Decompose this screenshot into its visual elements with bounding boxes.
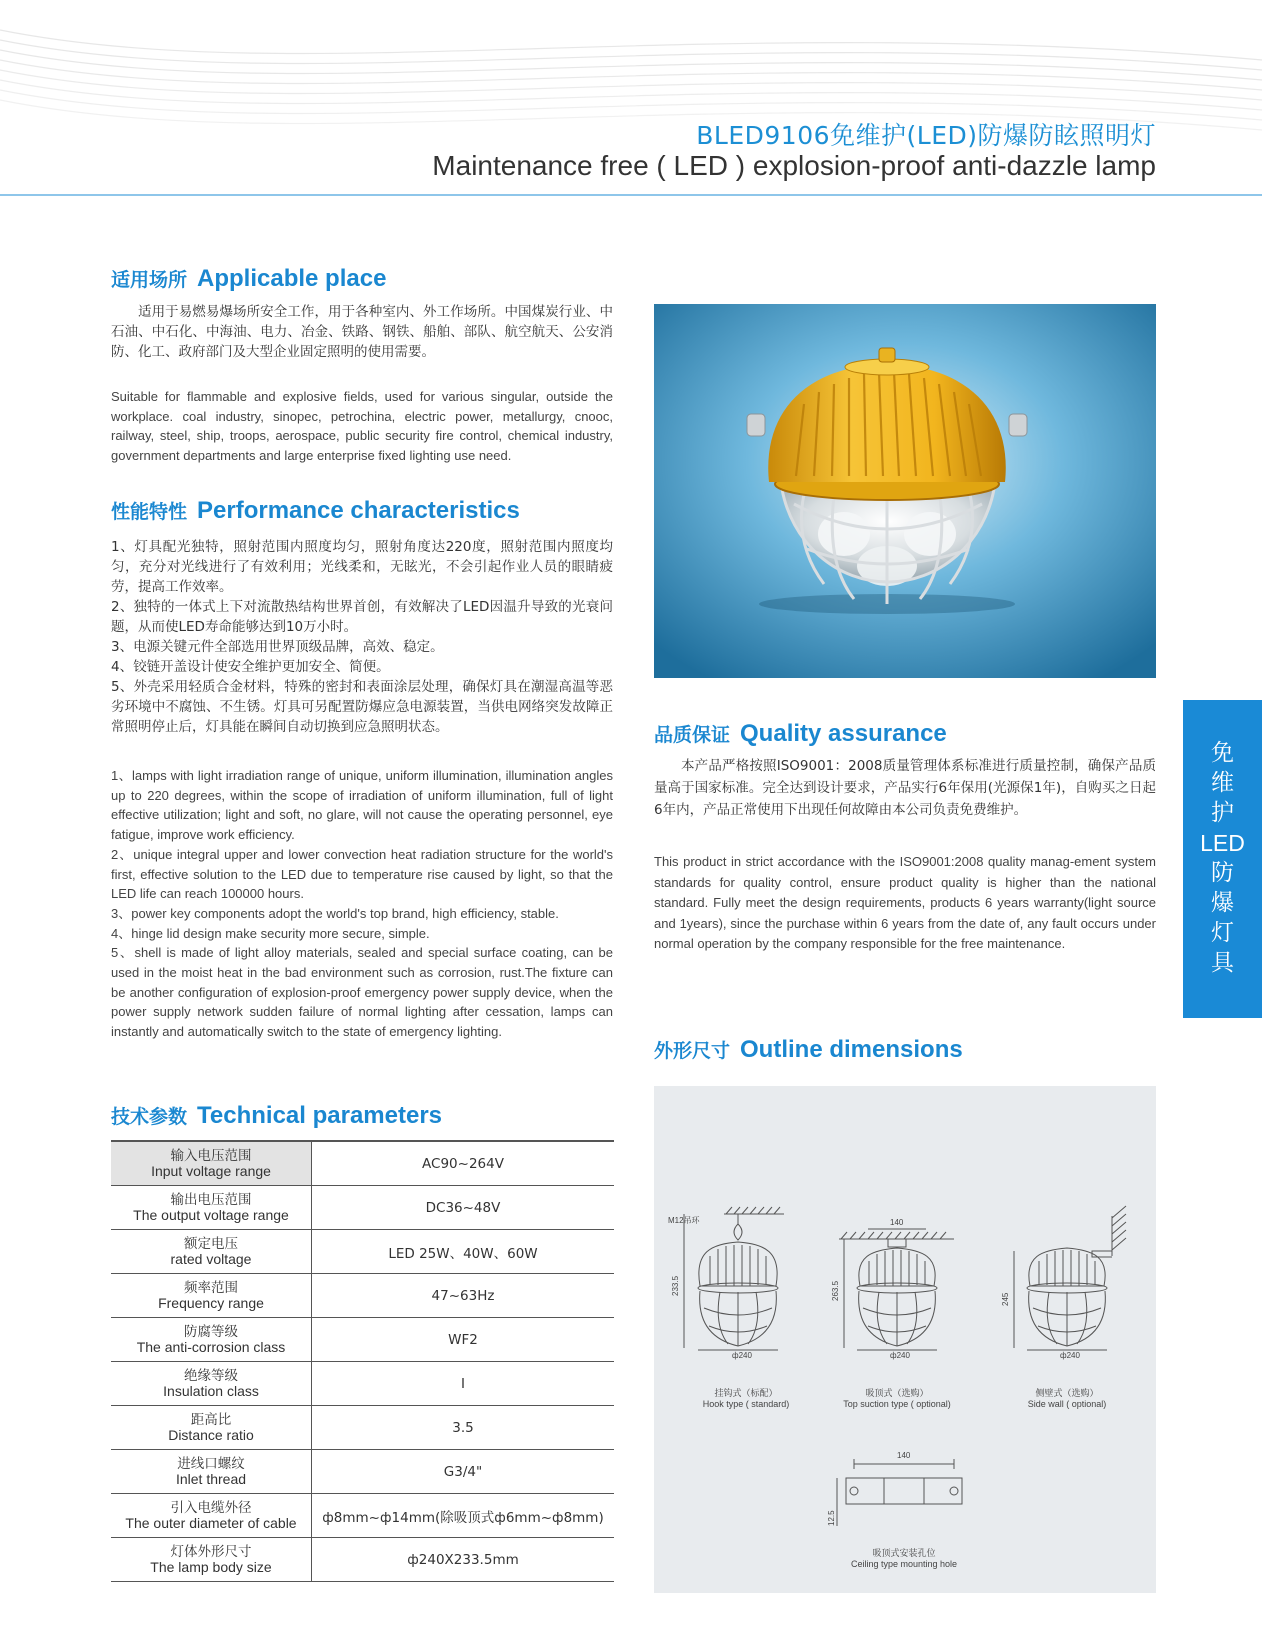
top-suction-drawing [839, 1229, 954, 1350]
spec-name-cn: 输出电压范围 [170, 1191, 252, 1208]
spec-name-cell [111, 1450, 312, 1494]
side-category-tab [1183, 700, 1262, 1018]
spec-row [111, 1494, 614, 1538]
spec-name-cell [111, 1494, 312, 1538]
dim-diameter-hook: ф240 [732, 1351, 752, 1360]
performance-item-cn: 1、灯具配光独特，照射范围内照度均匀，照射角度达220度，照射范围内照度均匀，充分对光线进行了有效利用；光线柔和，无眩光，不会引起作业人员的眼睛疲劳，提高工作效率。 [111, 539, 613, 595]
spec-name-cell [111, 1362, 312, 1406]
spec-row [111, 1406, 614, 1450]
spec-row [111, 1230, 614, 1274]
dim-diameter-top: ф240 [890, 1351, 910, 1360]
hook-type-caption [676, 1388, 816, 1410]
mounting-hole-caption-en: Ceiling type mounting hole [850, 1559, 958, 1569]
side-tab-char: 维 [1211, 770, 1234, 796]
spec-name-cell [111, 1141, 312, 1186]
applicable-text-cn: 适用于易燃易爆场所安全工作，用于各种室内、外工作场所。中国煤炭行业、中石油、中石化、中海油、电力、冶金、铁路、钢铁、船舶、部队、航空航天、公安消防、化工、政府部门及大型企业固定照明的使用需要。 [111, 304, 613, 360]
top-suction-caption [827, 1388, 967, 1410]
dim-height-hook: 233.5 [671, 1275, 680, 1296]
technical-heading [111, 1102, 613, 1130]
spec-value: AC90~264V [312, 1141, 615, 1186]
side-wall-drawing [1014, 1206, 1126, 1350]
page-title-en: Maintenance free ( LED ) explosion-proof anti-dazzle lamp [432, 150, 1156, 181]
outline-dimensions-panel [654, 1086, 1156, 1593]
outline-heading [654, 1036, 1156, 1064]
spec-name-cn: 引入电缆外径 [170, 1499, 252, 1516]
spec-row [111, 1538, 614, 1582]
mounting-hole-caption-cn: 吸顶式安装孔位 [872, 1548, 936, 1558]
performance-heading-cn: 性能特性 [111, 501, 188, 523]
dim-top-width: 140 [890, 1218, 904, 1227]
spec-name-en: Frequency range [158, 1294, 264, 1311]
mounting-hole-drawing [837, 1459, 962, 1526]
header-divider [0, 194, 1262, 196]
technical-heading-en: Technical parameters [197, 1102, 443, 1129]
spec-name-cell [111, 1318, 312, 1362]
side-tab-char: 免 [1211, 740, 1234, 766]
spec-name-en: The outer diameter of cable [125, 1514, 297, 1531]
spec-row [111, 1450, 614, 1494]
spec-name-cell [111, 1186, 312, 1230]
performance-item-en: 2、unique integral upper and lower convection heat radiation structure for the world's first, effective solution to the LED due to temperature rise caused by light, so that the LED life can reach 100000 hours. [111, 846, 613, 902]
spec-row [111, 1318, 614, 1362]
dim-height-wall: 245 [1001, 1292, 1010, 1306]
spec-row [111, 1186, 614, 1230]
side-tab-char: LED [1200, 830, 1245, 856]
spec-row [111, 1141, 614, 1186]
spec-value: 47~63Hz [312, 1274, 615, 1318]
dim-height-top: 263.5 [831, 1280, 840, 1301]
spec-name-en: Distance ratio [168, 1426, 254, 1443]
side-tab-char: 护 [1211, 800, 1234, 826]
quality-heading-cn: 品质保证 [654, 724, 731, 746]
applicable-heading [111, 265, 613, 293]
top-suction-caption-cn: 吸顶式（选购） [865, 1388, 929, 1398]
side-tab-char: 爆 [1211, 890, 1234, 916]
spec-name-cn: 绝缘等级 [184, 1367, 238, 1384]
side-wall-caption-cn: 侧壁式（选购） [1035, 1388, 1099, 1398]
performance-item-en: 1、lamps with light irradiation range of unique, uniform illumination, illumination angles up to 220 degrees, within the scope of irradiation of uniform illumination, full of light effective utilization; light and soft, no glare, will not cause the operating personnel, eye fatigue, improve work efficiency. [111, 768, 613, 843]
performance-item-cn: 4、铰链开盖设计使安全维护更加安全、简便。 [111, 659, 390, 675]
side-tab-char: 防 [1211, 860, 1234, 886]
performance-item-en: 5、shell is made of light alloy materials, sealed and special surface coating, can be used in the moist heat in the bad environment such as corrosion, rust.The fixture can be another configuration of explosion-proof emergency power supply device, when the power supply network sudden failure of normal lighting after cessation, lamps can instantly and automatically switch to the state of emergency lighting. [111, 945, 613, 1040]
spec-value: G3/4" [312, 1450, 615, 1494]
dimension-drawings [654, 1086, 1156, 1593]
mounting-hole-caption [814, 1548, 994, 1570]
spec-value: I [312, 1362, 615, 1406]
applicable-heading-en: Applicable place [197, 265, 387, 292]
spec-name-cell [111, 1406, 312, 1450]
performance-heading [111, 497, 613, 525]
spec-value: WF2 [312, 1318, 615, 1362]
performance-list-cn [111, 537, 613, 737]
applicable-heading-cn: 适用场所 [111, 269, 188, 291]
hook-type-caption-en: Hook type ( standard) [702, 1399, 790, 1409]
applicable-text-en: Suitable for flammable and explosive fields, used for various singular, outside the workplace. coal industry, sinopec, petrochina, electric power, metallurgy, cnooc, railway, steel, ship, troops, aerospace, public security fire control, chemical industry, government departments and large enterprise fixed lighting use need. [111, 389, 613, 464]
spec-name-cn: 输入电压范围 [170, 1147, 252, 1164]
side-wall-caption [997, 1388, 1137, 1410]
spec-name-cell [111, 1274, 312, 1318]
performance-list-en [111, 766, 613, 1042]
technical-heading-cn: 技术参数 [111, 1106, 188, 1128]
spec-name-cell [111, 1538, 312, 1582]
spec-value: LED 25W、40W、60W [312, 1230, 615, 1274]
spec-name-en: Inlet thread [175, 1470, 247, 1487]
performance-item-en: 3、power key components adopt the world's top brand, high efficiency, stable. [111, 905, 559, 921]
spec-value: 3.5 [312, 1406, 615, 1450]
performance-item-cn: 3、电源关键元件全部选用世界顶级品牌，高效、稳定。 [111, 639, 444, 655]
side-wall-caption-en: Side wall ( optional) [1027, 1399, 1107, 1409]
quality-text-en: This product in strict accordance with the ISO9001:2008 quality manag-ement system standards for quality control, ensure product quality is higher than the national standard. Fully meet the design requirements, products 6 years warranty(light source and 1years), since the purchase within 6 years from the date of, any fault occurs under normal operation by the company responsible for the free maintenance. [654, 854, 1156, 951]
spec-value: ф240X233.5mm [312, 1538, 615, 1582]
hook-type-drawing [684, 1207, 784, 1350]
technical-parameters-table [111, 1140, 614, 1582]
spec-name-en: The lamp body size [150, 1558, 272, 1575]
page-title-cn: BLED9106免维护(LED)防爆防眩照明灯 [696, 121, 1156, 150]
performance-heading-en: Performance characteristics [197, 497, 520, 524]
dim-hole-width: 140 [897, 1451, 911, 1460]
quality-heading [654, 720, 1156, 748]
spec-value: ф8mm~ф14mm(除吸顶式ф6mm~ф8mm) [312, 1494, 615, 1538]
spec-name-cn: 距高比 [190, 1411, 232, 1428]
spec-name-cn: 灯体外形尺寸 [170, 1543, 252, 1560]
outline-heading-en: Outline dimensions [740, 1036, 963, 1063]
spec-name-cn: 额定电压 [184, 1235, 238, 1252]
spec-name-en: The anti-corrosion class [136, 1338, 286, 1355]
hook-type-caption-cn: 挂钩式（标配） [714, 1388, 778, 1398]
spec-name-en: Input voltage range [151, 1162, 271, 1179]
top-suction-caption-en: Top suction type ( optional) [843, 1399, 951, 1409]
quality-text-cn: 本产品严格按照ISO9001：2008质量管理体系标准进行质量控制，确保产品质量高于国家标准。完全达到设计要求，产品实行6年保用(光源保1年)，自购买之日起6年内，产品正常使用下出现任何故障由本公司负责免费维护。 [654, 758, 1156, 818]
quality-heading-en: Quality assurance [740, 720, 947, 747]
performance-item-cn: 5、外壳采用轻质合金材料，特殊的密封和表面涂层处理，确保灯具在潮湿高温等恶劣环境中不腐蚀、不生锈。灯具可另配置防爆应急电源装置，当供电网络突发故障正常照明停止后，灯具能在瞬间自动切换到应急照明状态。 [111, 679, 613, 735]
spec-name-en: The output voltage range [133, 1206, 289, 1223]
spec-value: DC36~48V [312, 1186, 615, 1230]
dim-hole-height: 12.5 [827, 1510, 836, 1526]
product-photo [654, 304, 1156, 678]
spec-name-en: Insulation class [163, 1382, 259, 1399]
spec-name-en: rated voltage [170, 1250, 252, 1267]
spec-name-cell [111, 1230, 312, 1274]
performance-item-cn: 2、独特的一体式上下对流散热结构世界首创，有效解决了LED因温升导致的光衰问题，从而使LED寿命能够达到10万小时。 [111, 599, 613, 635]
spec-name-cn: 防腐等级 [184, 1323, 238, 1340]
hook-ring-label: M12吊环 [668, 1216, 700, 1225]
outline-heading-cn: 外形尺寸 [654, 1040, 731, 1062]
spec-row [111, 1362, 614, 1406]
performance-item-en: 4、hinge lid design make security more secure, simple. [111, 925, 430, 941]
side-tab-char: 具 [1211, 950, 1234, 976]
side-tab-char: 灯 [1211, 920, 1234, 946]
spec-name-cn: 频率范围 [184, 1279, 238, 1296]
dim-diameter-wall: ф240 [1060, 1351, 1080, 1360]
spec-name-cn: 进线口螺纹 [177, 1455, 245, 1472]
spec-row [111, 1274, 614, 1318]
